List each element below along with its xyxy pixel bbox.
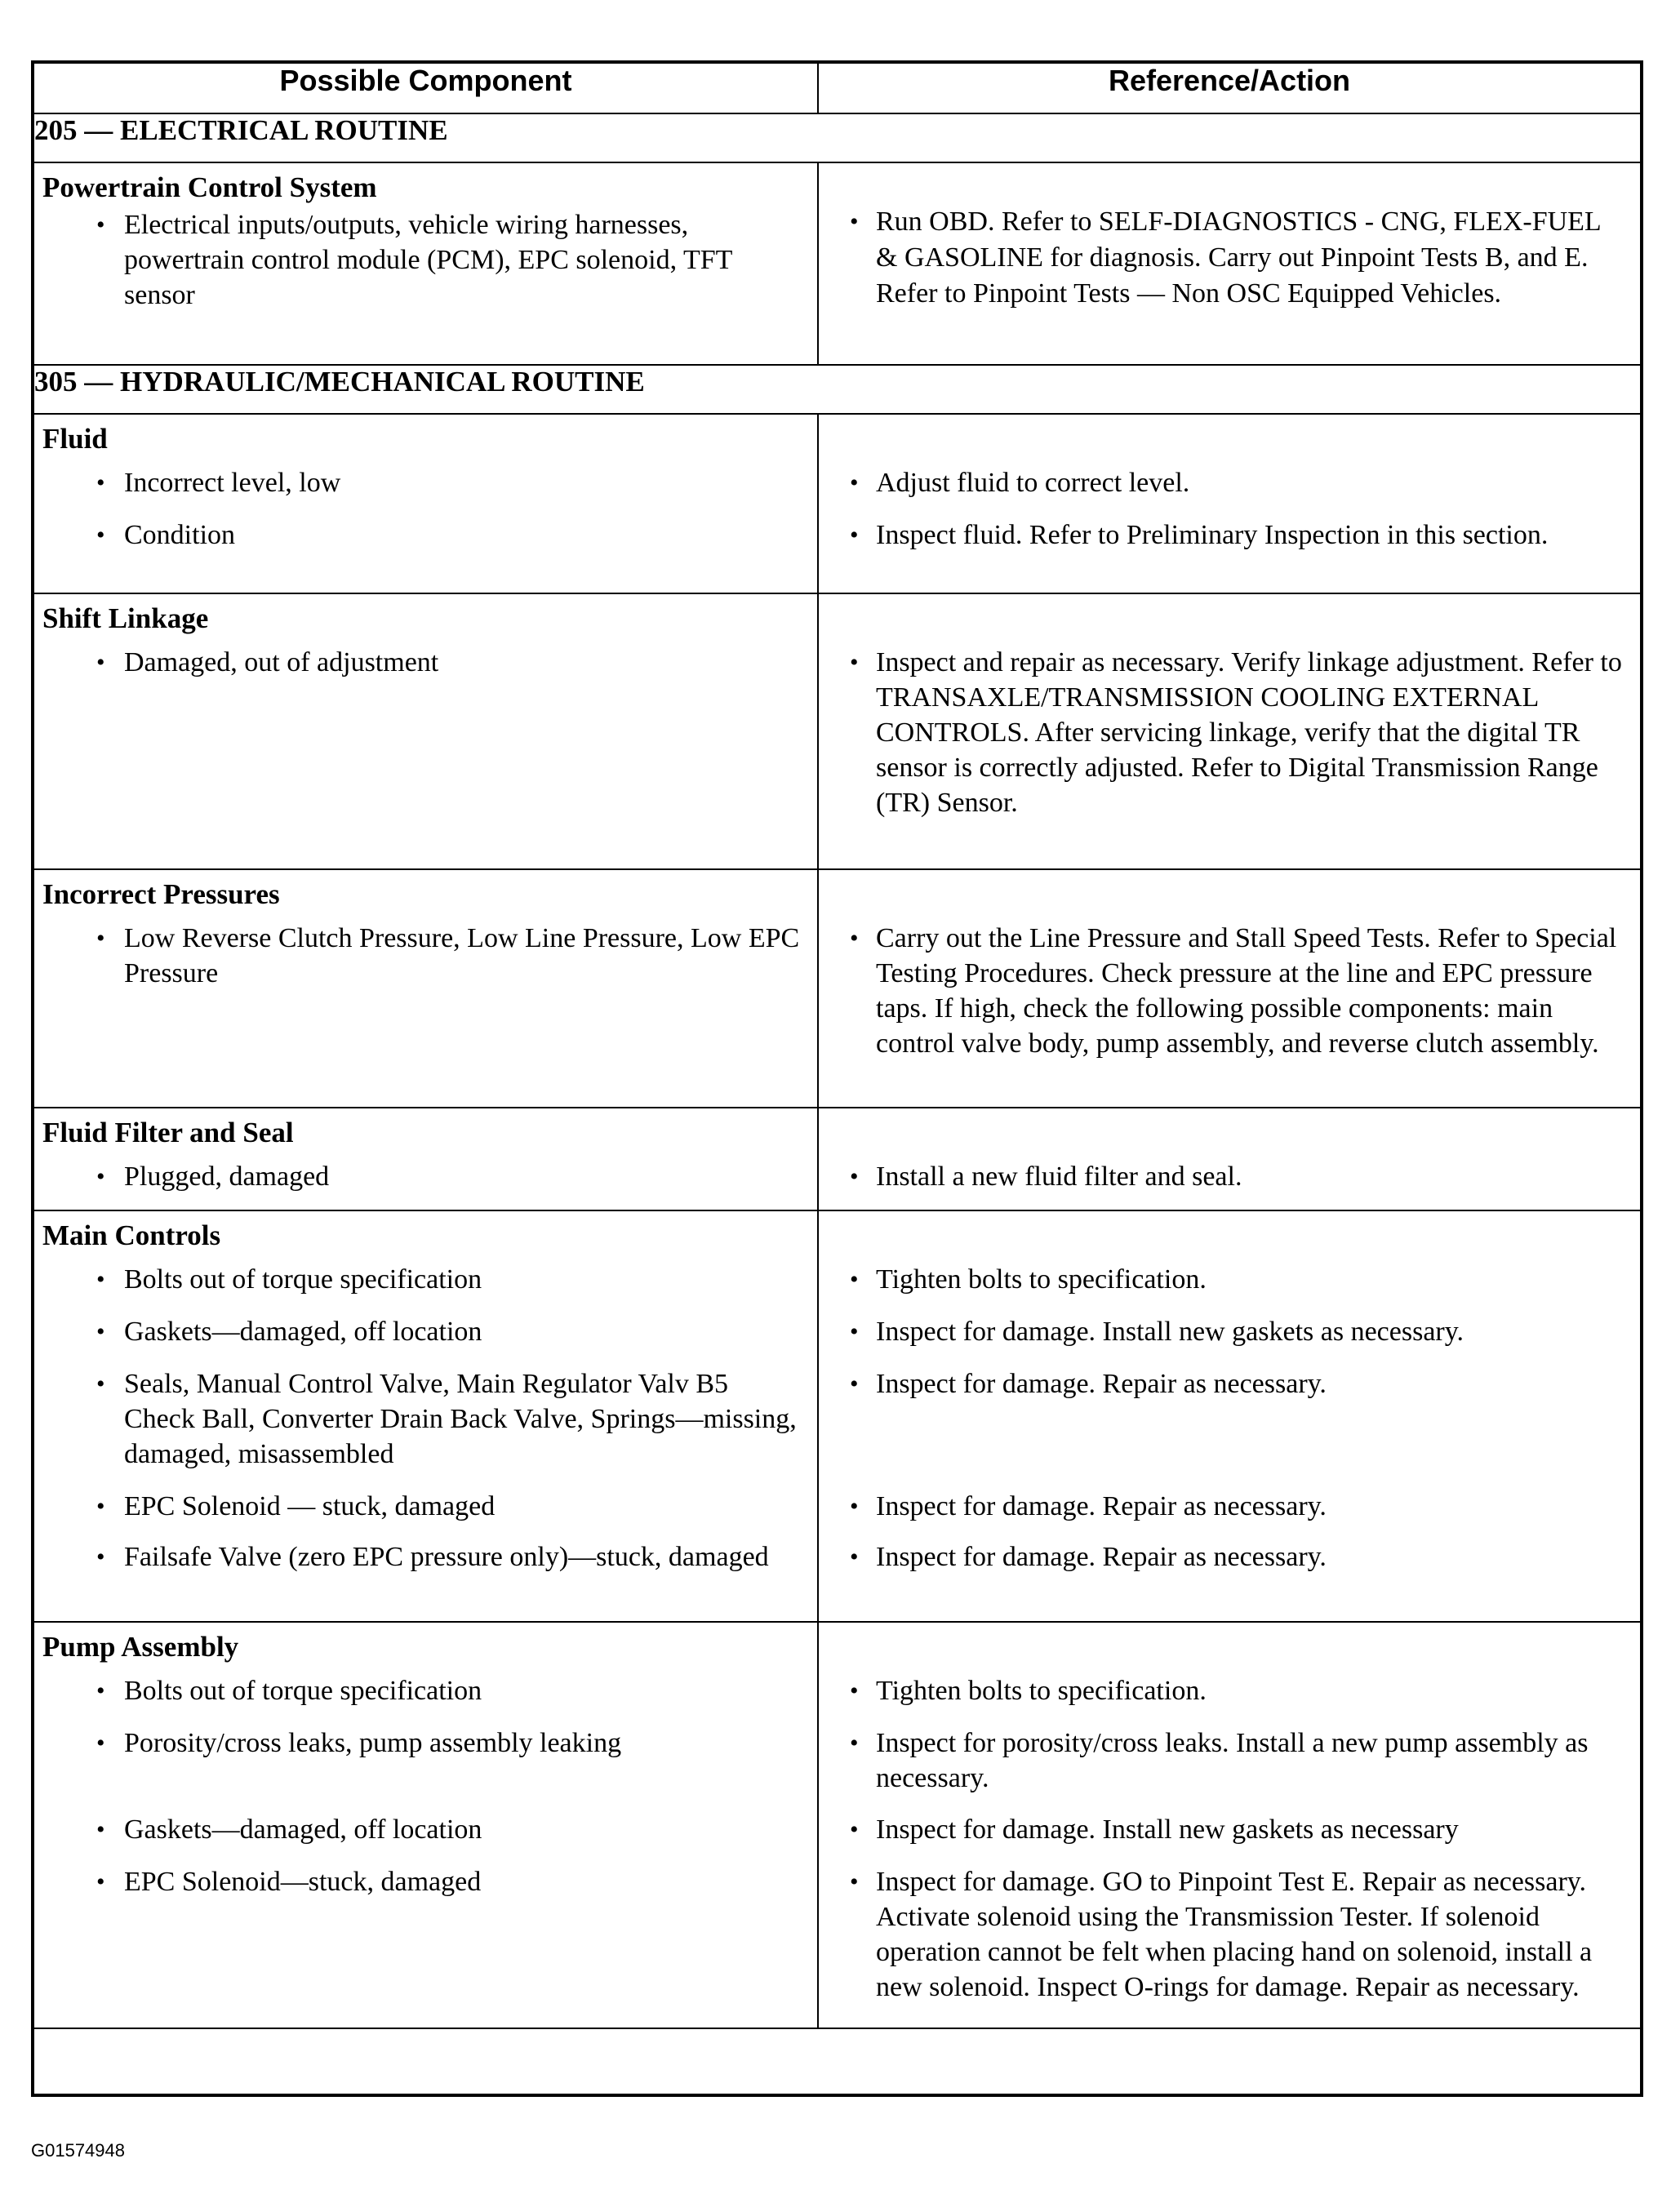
bullet-icon: • (850, 1493, 859, 1520)
bullet-icon: • (850, 1730, 859, 1757)
component-item: • Damaged, out of adjustment (34, 645, 817, 680)
bullet-icon: • (96, 1370, 105, 1397)
action-item: • Inspect and repair as necessary. Verify linkage adjustment. Refer to TRANSAXLE/TRANSMISSION COOLING EXTERNAL CONTROLS. After servicing linkage, verify that the digital TR sensor is correctly adjusted. Refer to Digital Transmission Range (TR) Sensor. (819, 645, 1640, 868)
bullet-icon: • (96, 1677, 105, 1704)
action-item: • Tighten bolts to specification. (819, 1673, 1640, 1726)
component-item: • Failsafe Valve (zero EPC pressure only)—stuck, damaged (34, 1539, 817, 1621)
bullet-icon: • (96, 1266, 105, 1293)
action-cell (818, 593, 1640, 869)
component-item: • Bolts out of torque specification (34, 1673, 817, 1726)
bullet-icon: • (850, 1543, 859, 1570)
bullet-icon: • (850, 649, 859, 676)
bullet-icon: • (96, 925, 105, 952)
action-item: • Inspect fluid. Refer to Preliminary Inspection in this section. (819, 517, 1640, 593)
component-item: • Gaskets—damaged, off location (34, 1812, 817, 1864)
group-row (34, 414, 1640, 593)
bullet-icon: • (96, 1816, 105, 1843)
bullet-icon: • (850, 1163, 859, 1190)
table-header-row (34, 64, 1640, 113)
action-item: • Install a new fluid filter and seal. (819, 1159, 1640, 1210)
section-title: 205 — ELECTRICAL ROUTINE (34, 113, 1640, 162)
group-title: Fluid (42, 423, 108, 455)
action-item: • Inspect for damage. GO to Pinpoint Test E. Repair as necessary. Activate solenoid using the Transmission Tester. If solenoid operation cannot be felt when placing hand on solenoid, install a new solenoid. Inspect O-rings for damage. Repair as necessary. (819, 1864, 1640, 2028)
component-item: • Gaskets—damaged, off location (34, 1314, 817, 1366)
component-cell (34, 1210, 818, 1622)
header-possible-component: Possible Component (34, 64, 818, 113)
component-item: • EPC Solenoid — stuck, damaged (34, 1489, 817, 1539)
action-item: • Inspect for porosity/cross leaks. Install a new pump assembly as necessary. (819, 1726, 1640, 1812)
action-cell (818, 1108, 1640, 1210)
action-item: • Carry out the Line Pressure and Stall Speed Tests. Refer to Special Testing Procedures. Check pressure at the line and EPC pressure taps. If high, check the following possible components: main control valve body, pump assembly, and reverse clutch assembly. (819, 921, 1640, 1107)
action-item: • Tighten bolts to specification. (819, 1262, 1640, 1314)
group-row (34, 1108, 1640, 1210)
action-item: • Inspect for damage. Install new gaskets as necessary (819, 1812, 1640, 1864)
figure-code: G01574948 (31, 2140, 125, 2161)
bullet-icon: • (850, 1318, 859, 1345)
bullet-icon: • (850, 1868, 859, 1895)
group-title: Fluid Filter and Seal (42, 1117, 294, 1148)
group-title: Main Controls (42, 1219, 221, 1251)
action-cell (818, 1622, 1640, 2028)
action-item: • Inspect for damage. Install new gaskets as necessary. (819, 1314, 1640, 1366)
component-cell (34, 1622, 818, 2028)
component-item: • Incorrect level, low (34, 465, 817, 517)
group-title: Pump Assembly (42, 1631, 239, 1663)
action-cell (818, 162, 1640, 365)
component-cell (34, 869, 818, 1108)
bullet-icon: • (850, 208, 859, 235)
component-item: • Bolts out of torque specification (34, 1262, 817, 1314)
bullet-icon: • (850, 925, 859, 952)
action-cell (818, 1210, 1640, 1622)
action-item: • Inspect for damage. Repair as necessary. (819, 1539, 1640, 1621)
diagnosis-table (34, 64, 1640, 2029)
bullet-icon: • (850, 1266, 859, 1293)
bullet-icon: • (96, 522, 105, 549)
bullet-icon: • (96, 1730, 105, 1757)
bullet-icon: • (850, 1370, 859, 1397)
bullet-icon: • (96, 649, 105, 676)
bullet-icon: • (96, 469, 105, 496)
group-row (34, 1622, 1640, 2028)
component-cell (34, 162, 818, 365)
component-item: • Electrical inputs/outputs, vehicle wiring harnesses, powertrain control module (PCM), EPC solenoid, TFT sensor (34, 207, 817, 302)
section-title: 305 — HYDRAULIC/MECHANICAL ROUTINE (34, 365, 1640, 414)
component-item: • Condition (34, 517, 817, 593)
bullet-icon: • (96, 1868, 105, 1895)
bullet-icon: • (850, 469, 859, 496)
section-row (34, 365, 1640, 414)
header-reference-action: Reference/Action (818, 64, 1640, 113)
group-row (34, 593, 1640, 869)
action-cell (818, 414, 1640, 593)
component-cell (34, 414, 818, 593)
group-row (34, 1210, 1640, 1622)
group-title: Shift Linkage (42, 602, 209, 634)
component-item: • Plugged, damaged (34, 1159, 817, 1210)
bullet-icon: • (96, 1318, 105, 1345)
bullet-icon: • (850, 1677, 859, 1704)
bullet-icon: • (96, 1493, 105, 1520)
bullet-icon: • (96, 1543, 105, 1570)
bullet-icon: • (96, 211, 105, 238)
component-item: • Seals, Manual Control Valve, Main Regulator Valv B5 Check Ball, Converter Drain Back Valve, Springs—missing, damaged, misassembled (34, 1366, 817, 1489)
group-row (34, 162, 1640, 365)
component-item: • Porosity/cross leaks, pump assembly leaking (34, 1726, 817, 1812)
section-row (34, 113, 1640, 162)
action-item: • Inspect for damage. Repair as necessary. (819, 1489, 1640, 1539)
action-item: • Adjust fluid to correct level. (819, 465, 1640, 517)
action-item: • Run OBD. Refer to SELF-DIAGNOSTICS - CNG, FLEX-FUEL & GASOLINE for diagnosis. Carry out Pinpoint Tests B, and E. Refer to Pinpoint Tests — Non OSC Equipped Vehicles. (819, 204, 1640, 364)
action-item: • Inspect for damage. Repair as necessary. (819, 1366, 1640, 1489)
bullet-icon: • (96, 1163, 105, 1190)
bullet-icon: • (850, 522, 859, 549)
group-title: Incorrect Pressures (42, 878, 280, 910)
component-item: • Low Reverse Clutch Pressure, Low Line Pressure, Low EPC Pressure (34, 921, 817, 991)
component-item: • EPC Solenoid—stuck, damaged (34, 1864, 817, 2028)
component-cell (34, 1108, 818, 1210)
action-cell (818, 869, 1640, 1108)
diagnosis-table-frame (31, 60, 1643, 2097)
group-row (34, 869, 1640, 1108)
bullet-icon: • (850, 1816, 859, 1843)
group-title: Powertrain Control System (42, 171, 377, 203)
component-cell (34, 593, 818, 869)
